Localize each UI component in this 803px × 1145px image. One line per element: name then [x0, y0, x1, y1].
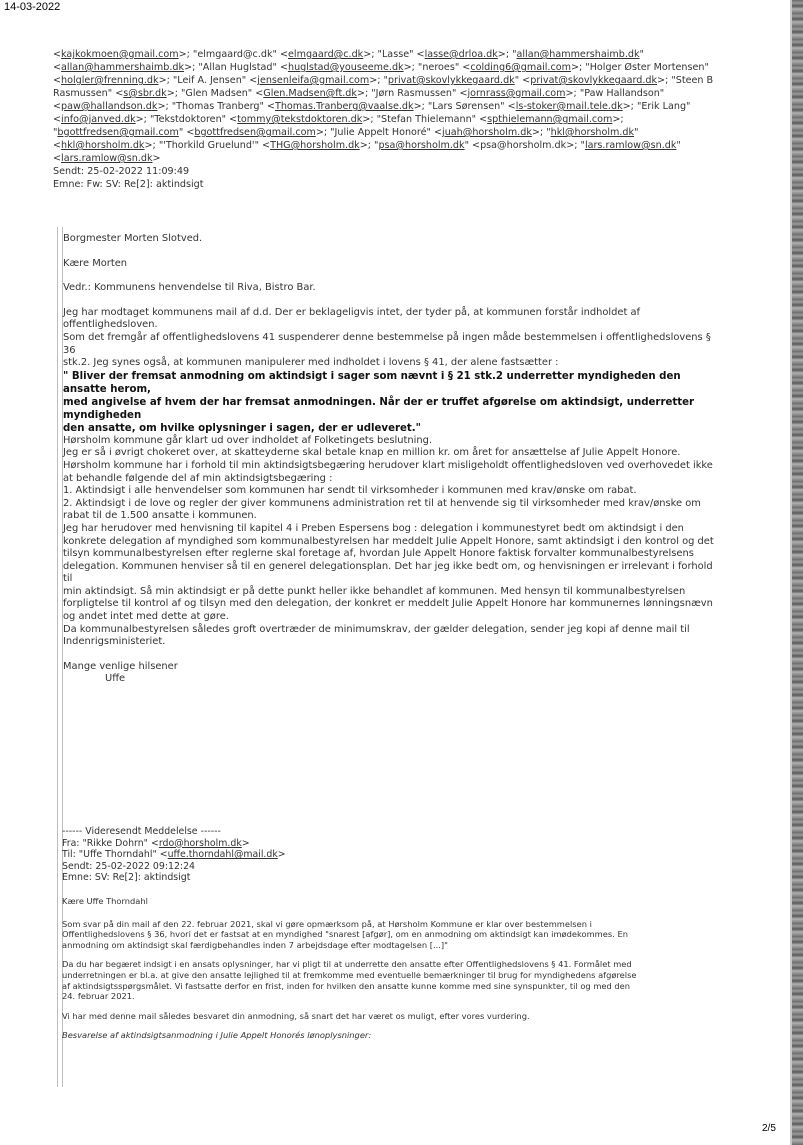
- email-link[interactable]: lasse@drloa.dk: [424, 49, 498, 60]
- recipient-text: >; ": [531, 127, 551, 138]
- email-link[interactable]: psa@horsholm.dk: [378, 140, 465, 151]
- text-line: underretningen er bl.a. at give den ansatte lejlighed til at fremkomme med eventuelle bemærkninger til brug for myndighedens afgørelse: [62, 969, 637, 980]
- text-line: Offentlighedslovens § 36, hvori det er fastsat at en myndighed "snarest [afgør], om en anmodning om aktindsigt kan imødekommes. En: [62, 929, 628, 940]
- email-header: [53, 48, 753, 191]
- page-number: 2/5: [762, 1123, 776, 1134]
- recipient-text: " <: [178, 127, 195, 138]
- text-line: anmodning om aktindsigt skal færdigbehandles inden 7 arbejdsdage efter modtagelsen [...]": [62, 939, 448, 950]
- forward-paragraph-2: [62, 959, 722, 1001]
- forward-paragraph-3: Vi har med denne mail således besvaret din anmodning, så snart det har været os muligt, efter vores vurdering.: [62, 1010, 530, 1021]
- text-line: af aktindsigtsspørgsmålet. Vi fastsatte derfor en frist, inden for hvilken den ansatte kunne komme med sine synspunkter, til og med den: [62, 980, 631, 991]
- email-link[interactable]: allan@hammershaimb.dk: [61, 62, 185, 73]
- signature: Uffe: [105, 673, 126, 685]
- recipient-text: >; "Paw Hallandson": [565, 88, 665, 99]
- scan-edge: [792, 0, 803, 1145]
- recipient-line: [53, 100, 753, 113]
- recipient-text: >;: [612, 114, 624, 125]
- text-line: Som det fremgår af offentlighedslovens 41 suspenderer denne bestemmelse på ingen måde bestemmelsen i offentlighedslovens § 36: [63, 331, 711, 356]
- recipient-text: ": [639, 49, 644, 60]
- recipient-text: >; "Stefan Thielemann" <: [362, 114, 488, 125]
- text-line: stk.2. Jeg synes også, at kommunen manipulerer med indholdet i lovens § 41, der alene fastsætter :: [63, 357, 559, 369]
- email-link[interactable]: holgler@frenning.dk: [61, 75, 159, 86]
- text-line: delegation. Kommunen henviser så til en generel delegationsplan. Det har jeg ikke bedt om, og henvisningen er irrelevant i forhold til: [63, 560, 713, 585]
- recipient-text: >; ": [359, 140, 379, 151]
- recipient-text: >; "Thomas Tranberg" <: [157, 101, 275, 112]
- forward-paragraph-1: [62, 919, 722, 951]
- email-link[interactable]: elmgaard@c.dk: [288, 49, 364, 60]
- closing: Mange venlige hilsener: [63, 660, 178, 672]
- law-quote: [63, 370, 723, 435]
- recipient-text: >; "neroes" <: [403, 62, 471, 73]
- recipient-text: <: [53, 140, 62, 151]
- from-line: Fra: "Rikke Dohrn" <rdo@horsholm.dk>: [62, 837, 250, 849]
- forwarded-message: [62, 826, 722, 1041]
- email-link[interactable]: kajkokmoen@gmail.com: [61, 49, 179, 60]
- recipient-text: >; "Lars Sørensen" <: [413, 101, 516, 112]
- sent-line: Sendt: 25-02-2022 11:09:49: [53, 166, 190, 177]
- recipient-text: >; "Steen B: [657, 75, 714, 86]
- text-line: og andet intet med dette at gøre.: [63, 611, 229, 623]
- recipient-text: >; "'Thorkild Gruelund'" <: [144, 140, 271, 151]
- recipient-text: >; ": [369, 75, 388, 86]
- text-line: Som svar på din mail af den 22. februar 2021, skal vi gøre opmærksom på, at Hørsholm Kommune er klar over bestemmelsen i: [62, 918, 592, 929]
- recipient-text: >; "Julie Appelt Honoré" <: [315, 127, 443, 138]
- text-line: forpligtelse til kontrol af og tilsyn med den delegation, der konkret er meddelt Julie Appelt Honore har kommunernes lønningsnævn: [63, 598, 713, 610]
- recipient-text: >; "Leif A. Jensen" <: [158, 75, 258, 86]
- email-link[interactable]: spthielemann@gmail.com: [487, 114, 613, 125]
- recipient-line: [53, 126, 753, 139]
- text-line: Da kommunalbestyrelsen således groft overtræder de minimumskrav, der gælder delegation, sender jeg kopi af denne mail til: [63, 623, 690, 635]
- recipient-line: [53, 152, 753, 165]
- recipient-text: <: [53, 153, 62, 164]
- text-line: tilsyn kommunalbestyrelsen efter reglerne skal foretage af, hvordan Jule Appelt Honore faktisk forvalter kommunalbestyrelsens: [63, 548, 694, 560]
- text-line: Hørsholm kommune har i forhold til min aktindsigtsbegæring herudover klart misligeholdt offentlighedsloven ved overhovedet ikke: [63, 459, 713, 471]
- email-link[interactable]: jornrass@gmail.com: [467, 88, 566, 99]
- forward-greeting: Kære Uffe Thorndahl: [62, 895, 148, 906]
- text-line: at behandle følgende del af min aktindsigtsbegæring :: [63, 472, 333, 484]
- email-link[interactable]: privat@skovlykkegaard.dk: [530, 75, 658, 86]
- email-link[interactable]: THG@horsholm.dk: [270, 140, 360, 151]
- recipient-text: ": [676, 140, 681, 151]
- to-line: Til: "Uffe Thorndahl" <uffe.thorndahl@mail.dk>: [62, 849, 286, 861]
- recipient-text: >; "Tekstdoktoren" <: [135, 114, 238, 125]
- email-link[interactable]: Thomas.Tranberg@vaalse.dk: [274, 101, 414, 112]
- text-line: rabat til de 1.500 ansatte i kommunen.: [63, 510, 257, 522]
- quote-line: " Bliver der fremsat anmodning om aktindsigt i sager som nævnt i § 21 stk.2 underretter myndigheden den ansatte herom,: [63, 370, 681, 395]
- paragraph-1: [63, 307, 723, 370]
- recipient-text: >; "Erik Lang": [622, 101, 691, 112]
- recipient-text: >; "elmgaard@c.dk" <: [178, 49, 289, 60]
- recipient-text: >; "Allan Huglstad" <: [184, 62, 288, 73]
- subject-line: Emne: Fw: SV: Re[2]: aktindsigt: [53, 179, 204, 190]
- email-link[interactable]: Glen.Madsen@ft.dk: [263, 88, 357, 99]
- forward-divider: ------ Videresendt Meddelelse ------: [62, 826, 221, 837]
- recipient-list: [53, 48, 753, 165]
- recipient-text: <: [53, 75, 62, 86]
- text-line: Indenrigsministeriet.: [63, 636, 166, 648]
- recipient-line: [53, 48, 753, 61]
- email-link[interactable]: colding6@gmail.com: [470, 62, 571, 73]
- print-date: 14-03-2022: [4, 1, 61, 13]
- text-line: offentlighedsloven.: [63, 319, 158, 331]
- message-body: [63, 233, 723, 686]
- recipient-text: >; ": [497, 49, 517, 60]
- recipient-line: [53, 87, 753, 100]
- recipient-text: " <psa@horsholm.dk>; ": [464, 140, 585, 151]
- email-link[interactable]: jensenleifa@gmail.com: [257, 75, 370, 86]
- greeting: Kære Morten: [63, 257, 128, 269]
- text-line: Jeg har herudover med henvisning til kapitel 4 i Preben Espersens bog : delegation i kommunestyret bedt om aktindsigt i den: [63, 522, 684, 534]
- email-link[interactable]: info@janved.dk: [61, 114, 136, 125]
- from-email-link[interactable]: rdo@horsholm.dk: [158, 837, 242, 849]
- text-line: 1. Aktindsigt i alle henvendelser som kommunen har sendt til virksomheder i kommunen med krav/ønske om rabat.: [63, 485, 637, 497]
- recipient-text: >; "Lasse" <: [363, 49, 425, 60]
- recipient-text: <: [53, 114, 62, 125]
- email-link[interactable]: allan@hammershaimb.dk: [516, 49, 640, 60]
- text-line: Jeg er så i øvrigt chokeret over, at skatteyderne skal betale knap en million kr. om året for ansættelse af Julie Appelt Honore.: [63, 447, 681, 459]
- text-line: konkrete delegation af myndighed som kommunalbestyrelsen har meddelt Julie Appelt Honore, samt aktindsigt i den kontrol og det: [63, 535, 714, 547]
- email-link[interactable]: bgottfredsen@gmail.com: [57, 127, 179, 138]
- email-link[interactable]: juah@horsholm.dk: [442, 127, 532, 138]
- to-email-link[interactable]: uffe.thorndahl@mail.dk: [167, 849, 278, 861]
- text-line: Hørsholm kommune går klart ud over indholdet af Folketingets beslutning.: [63, 434, 433, 446]
- email-link[interactable]: paw@hallandson.dk: [61, 101, 158, 112]
- recipient-line: Borgmester Morten Slotved.: [63, 233, 203, 244]
- email-link[interactable]: hkl@horsholm.dk: [61, 140, 145, 151]
- quote-line: med angivelse af hvem der har fremsat anmodningen. Når der er truffet afgørelse om aktindsigt, underretter myndigheden: [63, 396, 695, 421]
- recipient-text: " <: [514, 75, 531, 86]
- email-link[interactable]: bgottfredsen@gmail.com: [194, 127, 316, 138]
- email-link[interactable]: hkl@horsholm.dk: [550, 127, 635, 138]
- email-link[interactable]: ls-stoker@mail.tele.dk: [515, 101, 623, 112]
- recipient-text: >; "Holger Øster Mortensen": [570, 62, 709, 73]
- email-link[interactable]: huglstad@youseeme.dk: [287, 62, 404, 73]
- email-link[interactable]: lars.ramlow@sn.dk: [584, 140, 677, 151]
- quote-line: den ansatte, om hvilke oplysninger i sagen, der er udleveret.": [63, 422, 421, 434]
- recipient-line: [53, 139, 753, 152]
- recipient-text: >; "Glen Madsen" <: [166, 88, 264, 99]
- recipient-text: >; "Jørn Rasmussen" <: [356, 88, 468, 99]
- recipient-text: <: [53, 49, 62, 60]
- recipient-text: <: [53, 62, 62, 73]
- recipient-text: >: [152, 153, 161, 164]
- paragraph-2: [63, 435, 723, 649]
- email-link[interactable]: tommy@tekstdoktoren.dk: [237, 114, 363, 125]
- text-line: Da du har begæret indsigt i en ansats oplysninger, har vi pligt til at underrette den ansatte efter Offentlighedslovens § 41. Formålet med: [62, 959, 632, 970]
- recipient-line: [53, 74, 753, 87]
- text-line: Jeg har modtaget kommunens mail af d.d. Der er beklageligvis intet, der tyder på, at kommunen forstår indholdet af: [63, 306, 641, 318]
- recipient-text: ": [53, 127, 58, 138]
- forward-paragraph-4: Besvarelse af aktindsigtsanmodning i Julie Appelt Honorés lønoplysninger:: [62, 1030, 372, 1041]
- text-line: 2. Aktindsigt i de love og regler der giver kommunens administration ret til at henvende sig til virksomheder med krav/ønske om: [63, 497, 701, 509]
- text-line: min aktindsigt. Så min aktindsigt er på dette punkt heller ikke behandlet af kommunen. Med hensyn til kommunalbestyrelsen: [63, 585, 686, 597]
- email-link[interactable]: s@sbr.dk: [123, 88, 167, 99]
- recipient-text: Rasmussen" <: [53, 88, 124, 99]
- forward-sent-line: Sendt: 25-02-2022 09:12:24: [62, 860, 195, 872]
- recipient-line: [53, 113, 753, 126]
- text-line: 24. februar 2021.: [62, 991, 135, 1002]
- email-link[interactable]: privat@skovlykkegaard.dk: [387, 75, 515, 86]
- recipient-line: [53, 61, 753, 74]
- forward-subject-line: Emne: SV: Re[2]: aktindsigt: [62, 872, 191, 884]
- recipient-text: ": [634, 127, 639, 138]
- recipient-text: <: [53, 101, 62, 112]
- regarding-line: Vedr.: Kommunens henvendelse til Riva, Bistro Bar.: [63, 282, 316, 294]
- email-link[interactable]: lars.ramlow@sn.dk: [61, 153, 153, 164]
